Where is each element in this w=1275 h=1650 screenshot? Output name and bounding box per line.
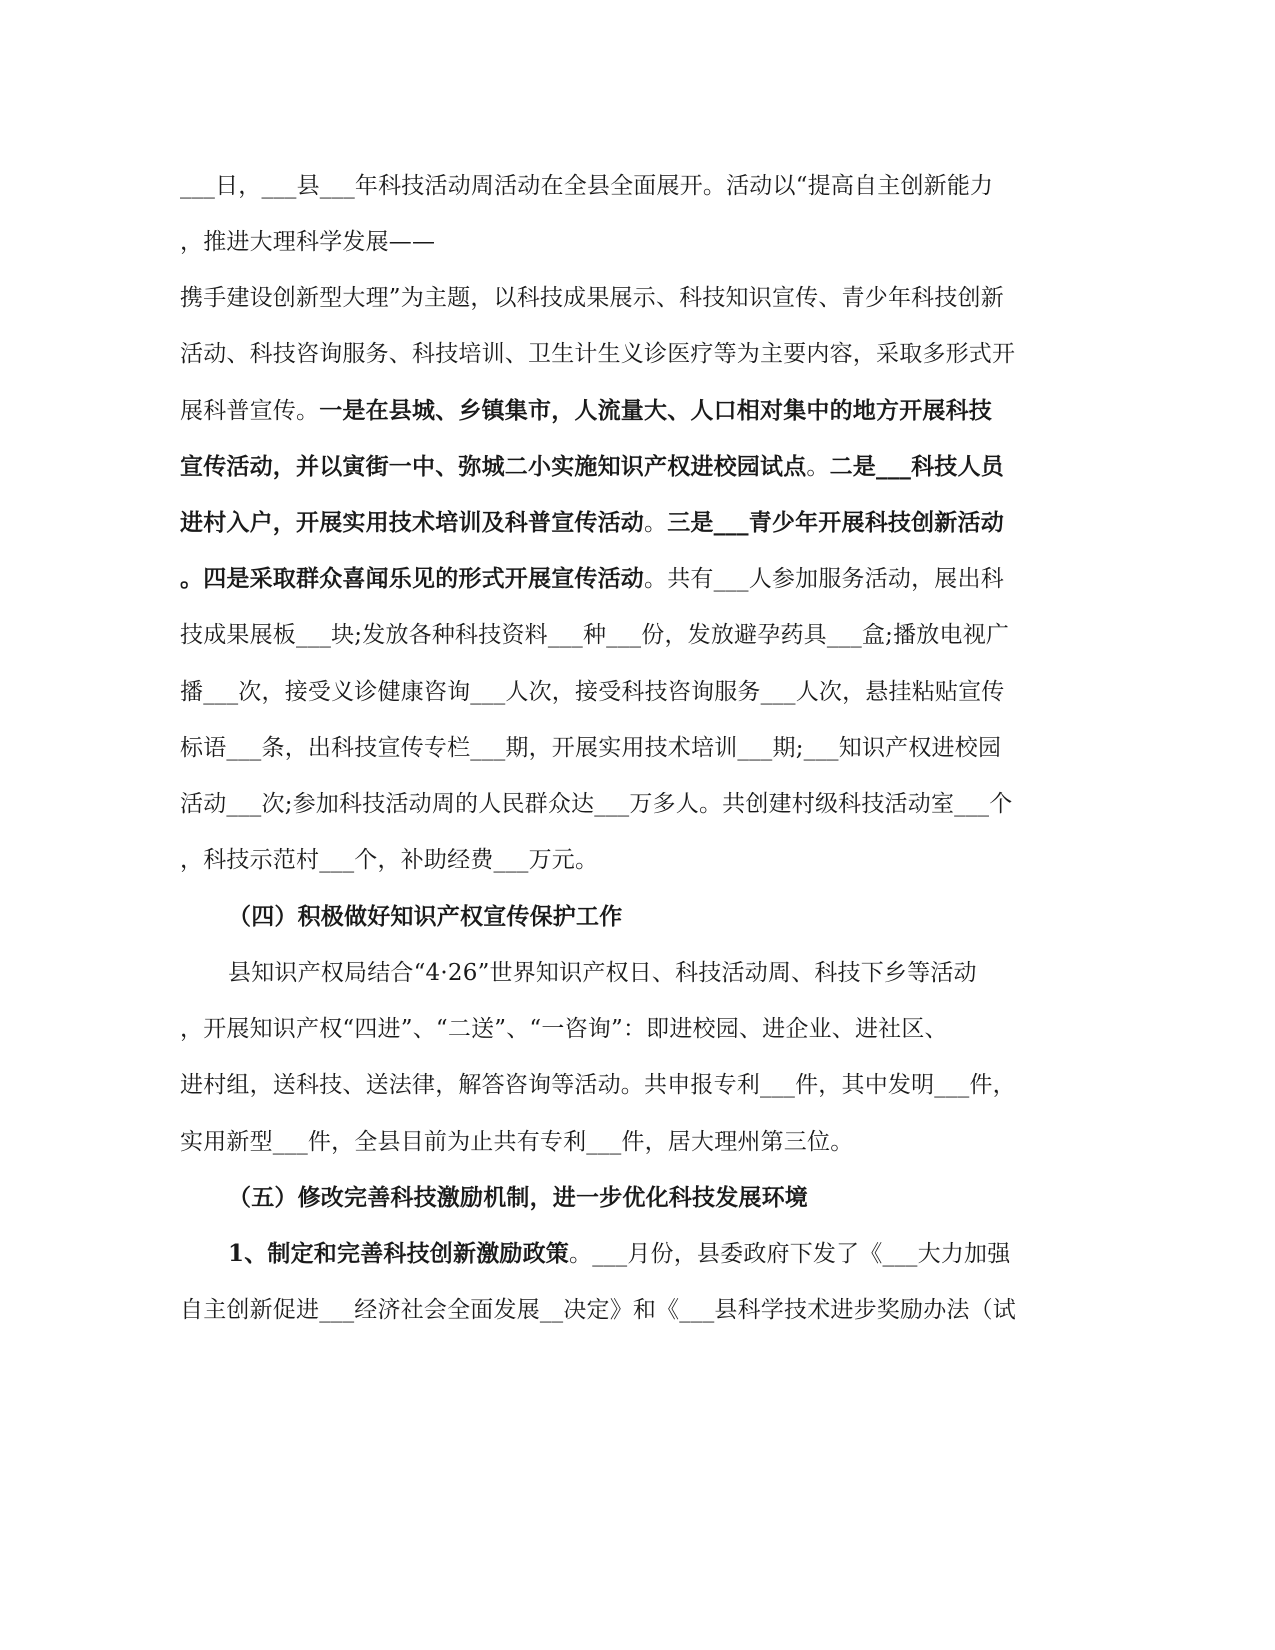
text-segment: 。 [806,454,830,480]
text-line [180,615,1009,655]
text-line [228,953,977,993]
bold-text-segment: 二是___科技人员 [829,453,1004,480]
bold-text-segment: 一是在县城、乡镇集市，人流量大、人口相对集中的地方开展科技 [319,397,993,424]
bold-text-segment: 进村入户，开展实用技术培训及科普宣传活动 [180,509,644,536]
text-line [180,784,1012,824]
text-segment: 自主创新促进___经济社会全面发展__决定》和《___县科学技术进步奖励办法（试 [180,1297,1016,1323]
text-segment: ，推进大理科学发展—— [180,229,436,255]
text-line [180,840,598,880]
text-segment: 活动___次;参加科技活动周的人民群众达___万多人。共创建村级科技活动室___个 [180,791,1013,817]
text-segment: 县知识产权局结合“4·26”世界知识产权日、科技活动周、科技下乡等活动 [228,960,977,986]
text-segment: 。 [644,510,668,536]
text-line [180,222,435,262]
text-segment: 进村组，送科技、送法律，解答咨询等活动。共申报专利___件，其中发明___件， [180,1072,1016,1098]
text-segment: ，开展知识产权“四进”、“二送”、“一咨询”：即进校园、进企业、进社区、 [180,1016,948,1042]
text-line [180,334,1015,374]
text-line [180,672,1005,712]
bold-text-segment: 三是___青少年开展科技创新活动 [667,509,1004,536]
text-line [180,278,1004,318]
text-line [180,728,1001,768]
text-line [180,503,1004,543]
text-segment: 技成果展板___块;发放各种科技资料___种___份，发放避孕药具___盒;播放电视广 [180,622,1010,648]
text-line [180,1290,1016,1330]
text-segment: 标语___条，出科技宣传专栏___期，开展实用技术培训___期;___知识产权进校园 [180,735,1002,761]
text-line [180,391,992,431]
text-segment: 活动、科技咨询服务、科技培训、卫生计生义诊医疗等为主要内容，采取多形式开 [180,341,1016,367]
text-segment: ，科技示范村___个，补助经费___万元。 [180,847,599,873]
text-line [180,1065,1016,1105]
text-segment: 携手建设创新型大理”为主题，以科技成果展示、科技知识宣传、青少年科技创新 [180,285,1004,311]
text-segment: 展科普宣传。 [180,398,320,424]
bold-text-segment: 1、制定和完善科技创新激励政策 [228,1240,570,1267]
section-heading [228,1178,808,1218]
heading-text: （四）积极做好知识产权宣传保护工作 [228,903,623,930]
bold-text-segment: 宣传活动，并以寅街一中、弥城二小实施知识产权进校园试点 [180,453,807,480]
text-segment: 播___次，接受义诊健康咨询___人次，接受科技咨询服务___人次，悬挂粘贴宣传 [180,679,1005,705]
text-line [228,1234,1010,1274]
text-segment: ___日，___县___年科技活动周活动在全县全面展开。活动以“提高自主创新能力 [180,173,994,199]
text-line [180,559,1004,599]
text-line [180,447,1004,487]
bold-text-segment: 。四是采取群众喜闻乐见的形式开展宣传活动 [180,565,644,592]
text-line [180,1009,948,1049]
text-segment: 实用新型___件，全县目前为止共有专利___件，居大理州第三位。 [180,1129,854,1155]
text-segment: 。共有___人参加服务活动，展出科 [644,566,1004,592]
section-heading [228,897,622,937]
heading-text: （五）修改完善科技激励机制，进一步优化科技发展环境 [228,1184,808,1211]
text-line [180,1122,853,1162]
text-line [180,166,993,206]
text-segment: 。___月份，县委政府下发了《___大力加强 [569,1241,1011,1267]
